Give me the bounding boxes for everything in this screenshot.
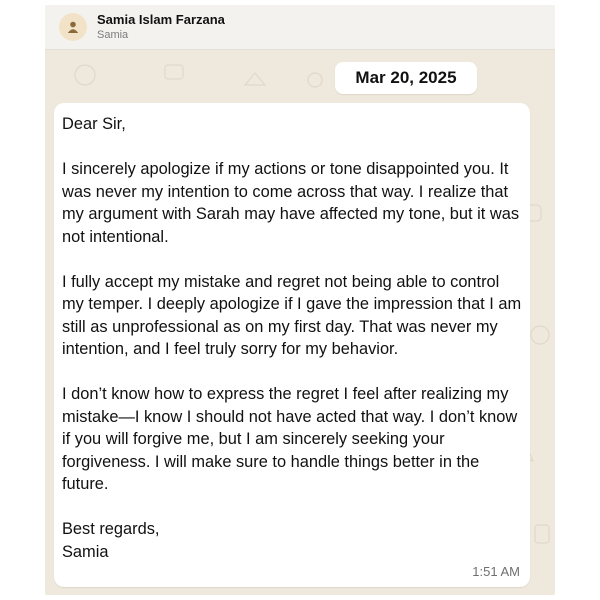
contact-name: Samia Islam Farzana <box>97 12 225 27</box>
message-text <box>62 113 524 563</box>
message-bubble[interactable] <box>54 103 530 587</box>
message-paragraph-3: I don’t know how to express the regret I feel after realizing my mistake—I know I should not have acted that way. I don’t know if you will forgive me, but I am sincerely seeking your forgiveness. I will make sure to handle things better in the future. <box>62 385 518 493</box>
message-paragraph-2: I fully accept my mistake and regret not being able to control my temper. I deeply apologize if I gave the impression that I am still as unprofessional as on my first day. That was never my intention, and I feel truly sorry for my behavior. <box>62 272 522 358</box>
message-paragraph-1: I sincerely apologize if my actions or tone disappointed you. It was never my intention to come across that way. I realize that my argument with Sarah may have affected my tone, but it was not intentional. <box>62 160 520 246</box>
contact-subtitle: Samia <box>97 29 129 41</box>
message-greeting: Dear Sir, <box>62 115 126 133</box>
date-separator: Mar 20, 2025 <box>335 62 477 94</box>
avatar[interactable] <box>59 13 87 41</box>
closing-line: Best regards, <box>62 520 160 538</box>
person-icon <box>66 20 80 34</box>
contact-info[interactable] <box>97 12 225 42</box>
chat-header[interactable] <box>45 5 555 50</box>
signature: Samia <box>62 542 109 561</box>
chat-window <box>45 5 555 595</box>
message-closing <box>62 518 524 563</box>
message-timestamp: 1:51 AM <box>472 564 520 579</box>
